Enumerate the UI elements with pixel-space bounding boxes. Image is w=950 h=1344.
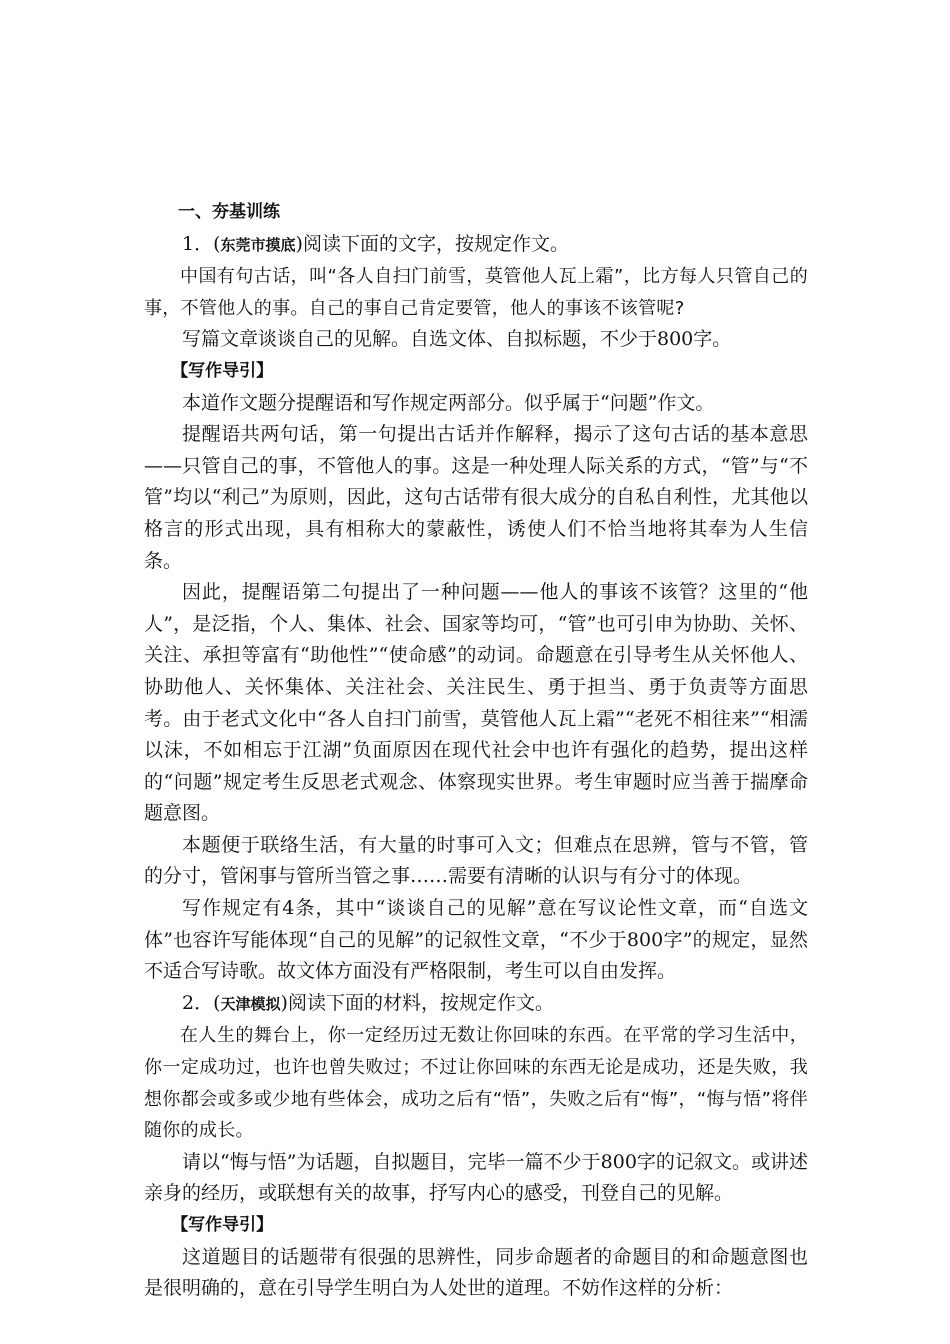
question-2-prompt [144,988,808,1021]
document-page [144,197,808,1305]
question-2-source: 天津模拟 [220,994,281,1013]
question-1-guide-title: 【写作导引】 [171,360,274,381]
question-1-guide-paragraph: 本道作文题分提醒语和写作规定两部分。似乎属于“问题”作文。 [182,391,715,414]
section-title: 一、夯基训练 [178,202,280,222]
question-1-requirement: 写篇文章谈谈自己的见解。自选文体、自拟标题，不少于800字。 [182,328,732,351]
question-1-prompt [144,229,808,262]
question-2-number: 2．( [182,991,221,1014]
question-1-guide-paragraph: 因此，提醒语第二句提出了一种问题——他人的事该不该管？这里的“他人”，是泛指，个人、集体、社会、国家等均可，“管”也可引申为协助、关怀、关注、承担等富有“助他性”“使命感”的动词。命题意在引导考生从关怀他人、协助他人、关怀集体、关注社会、关注民生、勇于担当、勇于负责等方面思考。由于老式文化中“各人自扫门前雪，莫管他人瓦上霜”“老死不相往来”“相濡以沫，不如相忘于江湖”负面原因在现代社会中也许有强化的趋势，提出这样的“问题”规定考生反思老式观念、体察现实世界。考生审题时应当善于揣摩命题意图。 [144,581,808,825]
question-2-requirement: 请以“悔与悟”为话题，自拟题目，完毕一篇不少于800字的记叙文。或讲述亲身的经历，或联想有关的故事，抒写内心的感受，刊登自己的见解。 [144,1150,808,1205]
question-1-number: 1．( [182,232,221,255]
question-1-guide-paragraph: 本题便于联络生活，有大量的时事可入文；但难点在思辨，管与不管，管的分寸，管闲事与管所当管之事……需要有清晰的认识与有分寸的体现。 [144,833,808,888]
question-1-instruction: )阅读下面的文字，按规定作文。 [295,232,569,255]
question-1-guide-paragraph: 写作规定有4条，其中“谈谈自己的见解”意在写议论性文章，而“自选文体”也容许写能体现“自己的见解”的记叙性文章，“不少于800字”的规定，显然不适合写诗歌。故文体方面没有严格限制，考生可以自由发挥。 [144,897,808,983]
question-2-material: 在人生的舞台上，你一定经历过无数让你回味的东西。在平常的学习生活中，你一定成功过，也许也曾失败过；不过让你回味的东西无论是成功，还是失败，我想你都会或多或少地有些体会，成功之后有“悟”，失败之后有“悔”，“悔与悟”将伴随你的成长。 [144,1025,808,1142]
question-1-guide-paragraph: 提醒语共两句话，第一句提出古话并作解释，揭示了这句古话的基本意思——只管自己的事，不管他人的事。这是一种处理人际关系的方式，“管”与“不管”均以“利己”为原则，因此，这句古话带有很大成分的自私自利性，尤其他以格言的形式出现，具有相称大的蒙蔽性，诱使人们不恰当地将其奉为人生信条。 [144,423,808,572]
question-1-material: 中国有句古话，叫“各人自扫门前雪，莫管他人瓦上霜”，比方每人只管自己的事，不管他人的事。自己的事自己肯定要管，他人的事该不该管呢? [144,266,808,319]
question-2-guide-title: 【写作导引】 [171,1215,274,1235]
question-2-guide-paragraph: 这道题目的话题带有很强的思辨性，同步命题者的命题目的和命题意图也是很明确的，意在引导学生明白为人处世的道理。不妨作这样的分析： [144,1245,808,1300]
question-2-instruction: )阅读下面的材料，按规定作文。 [280,991,554,1014]
question-1-source: 东莞市摸底 [220,235,296,254]
